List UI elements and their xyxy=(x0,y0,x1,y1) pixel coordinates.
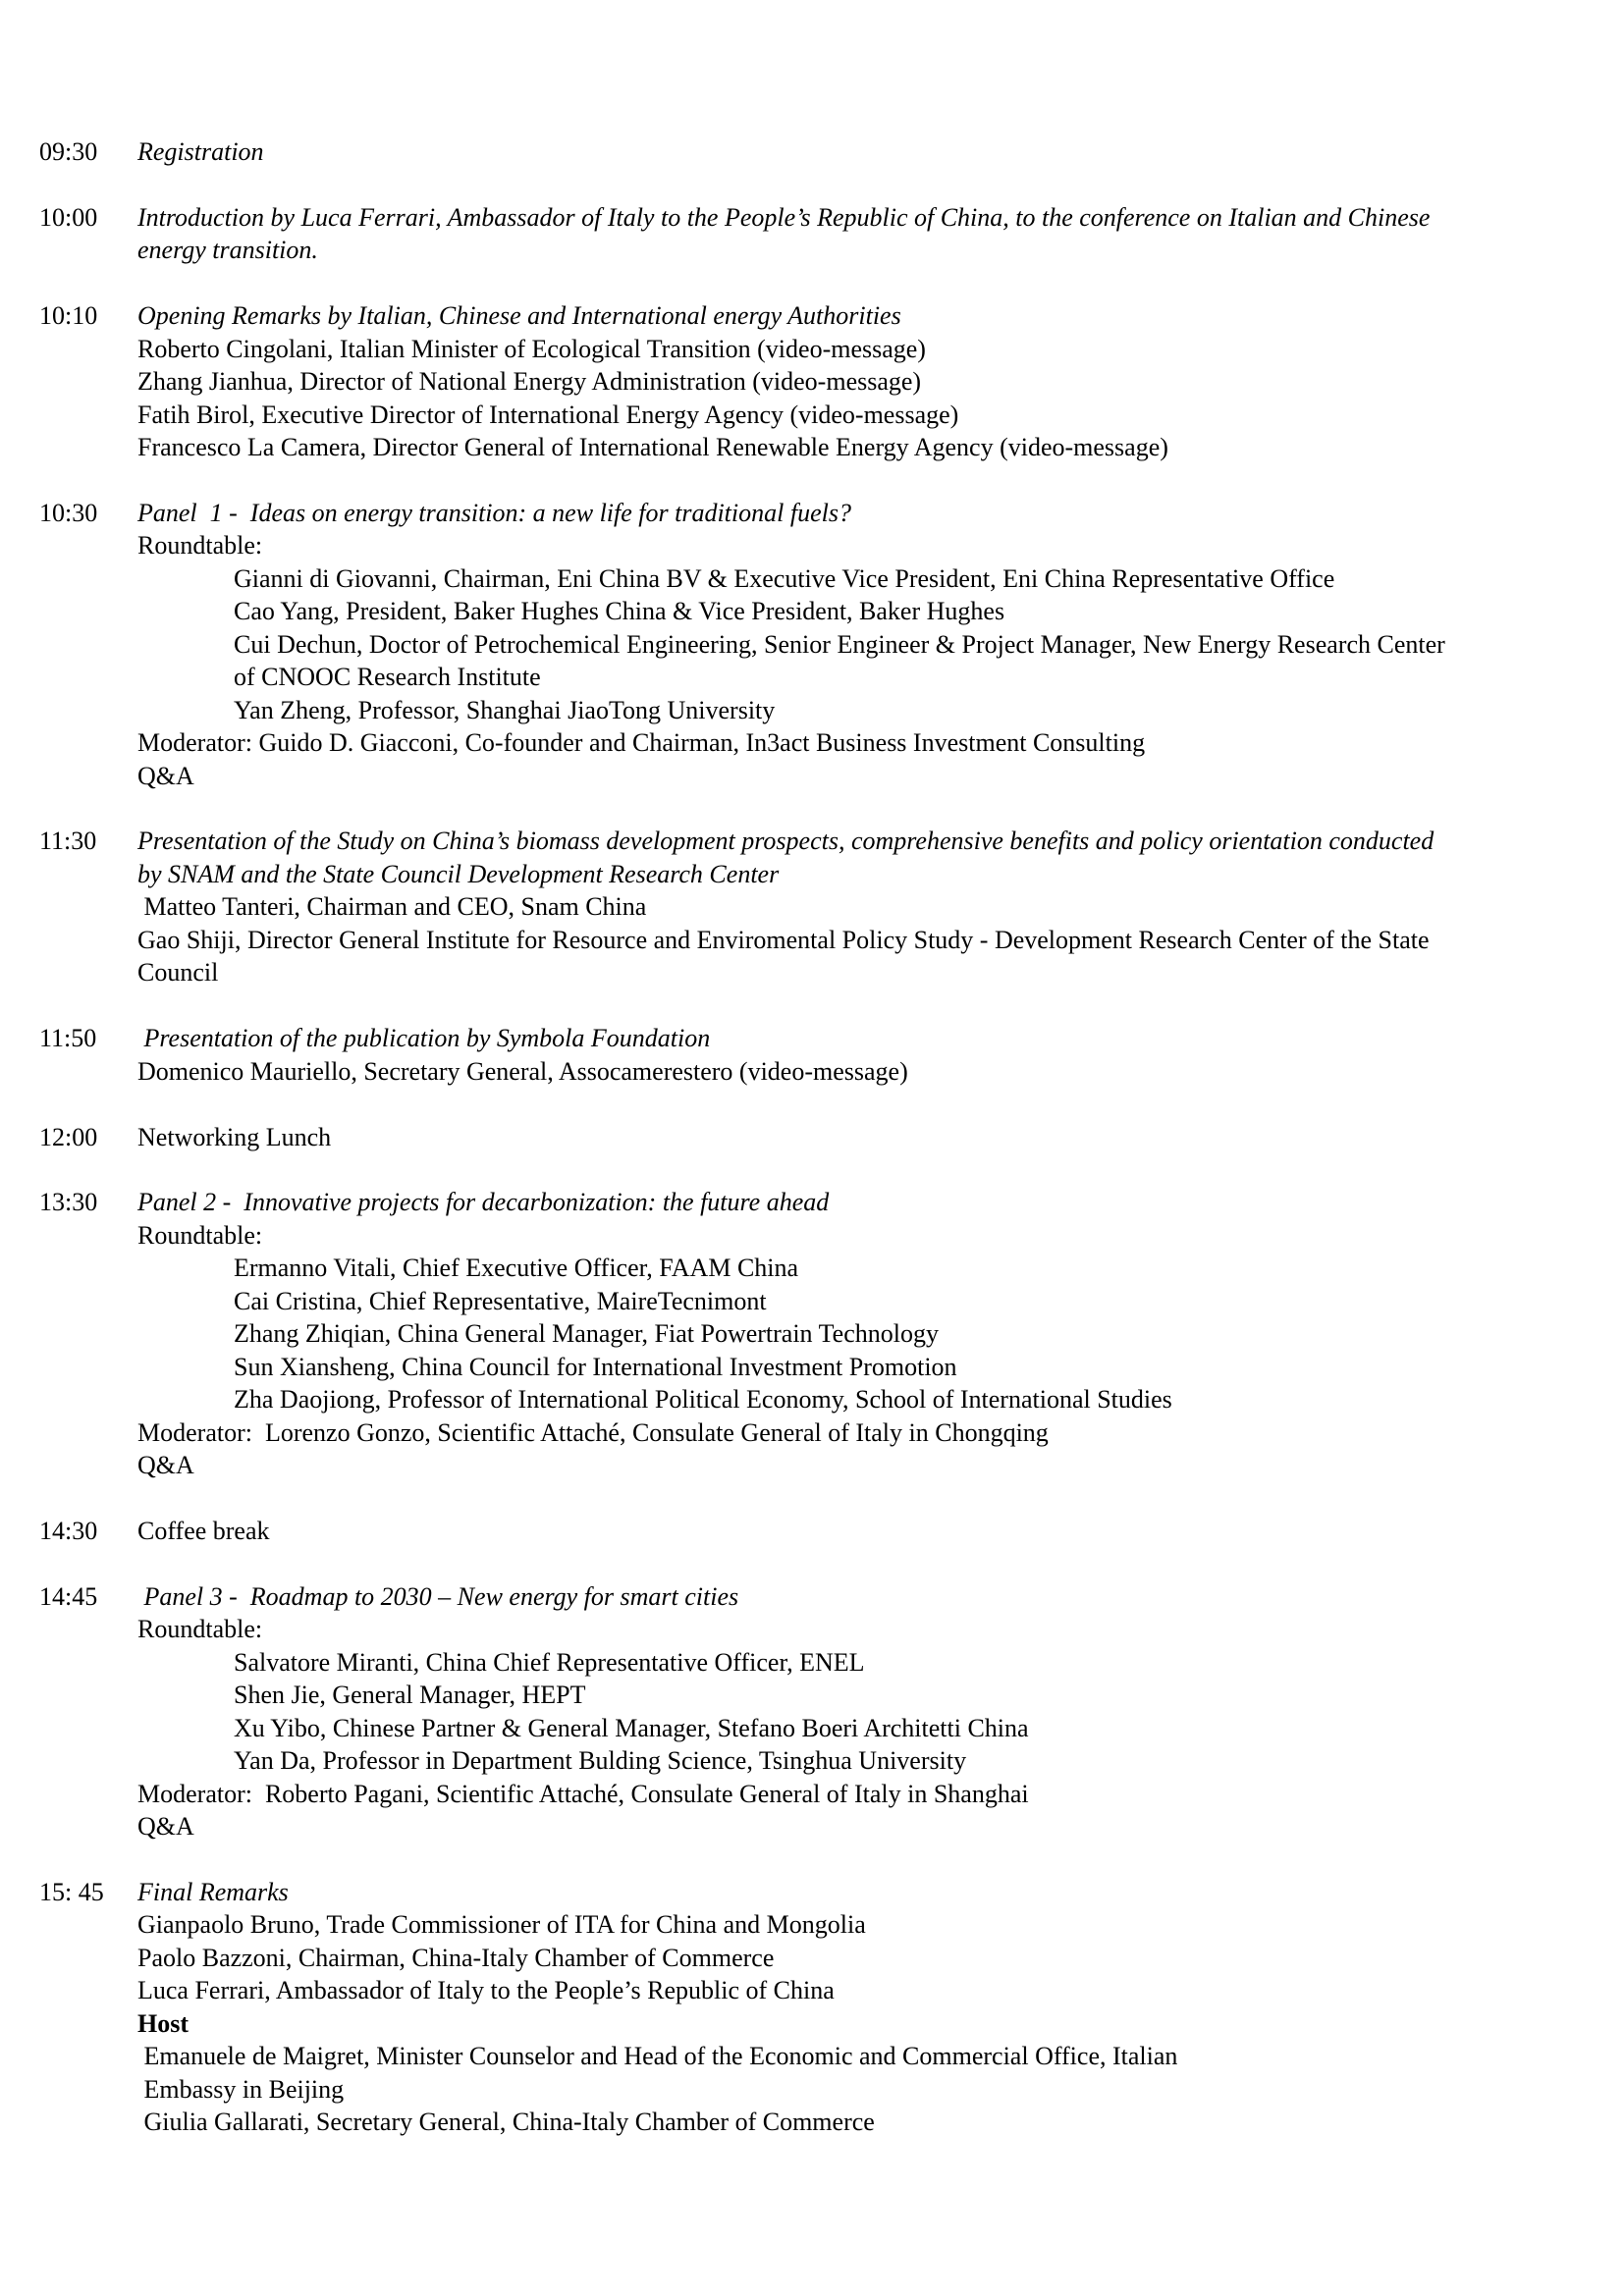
agenda-item xyxy=(0,825,1624,988)
agenda-line: Panel 2 - Innovative projects for decarbonization: the future ahead xyxy=(137,1188,830,1217)
agenda-line: Host xyxy=(137,2008,189,2038)
agenda-item xyxy=(0,1121,1624,1153)
agenda-line: Q&A xyxy=(137,1451,194,1480)
item-lines xyxy=(0,1186,1624,1481)
agenda-line: Registration xyxy=(137,137,264,166)
agenda-item xyxy=(0,1022,1624,1088)
agenda-item xyxy=(0,497,1624,792)
agenda-line: Yan Zheng, Professor, Shanghai JiaoTong University xyxy=(234,695,776,724)
agenda-line: Shen Jie, General Manager, HEPT xyxy=(234,1681,586,1710)
agenda-line: Xu Yibo, Chinese Partner & General Manager, Stefano Boeri Architetti China xyxy=(234,1713,1029,1742)
agenda-line: Luca Ferrari, Ambassador of Italy to the People’s Republic of China xyxy=(137,1976,835,2005)
agenda-line: Cui Dechun, Doctor of Petrochemical Engineering, Senior Engineer & Project Manager, New Energy Research Center xyxy=(234,629,1445,659)
agenda-item xyxy=(0,1186,1624,1481)
item-lines xyxy=(0,1022,1624,1088)
agenda-line: Roundtable: xyxy=(137,531,263,561)
agenda-line: Roberto Cingolani, Italian Minister of Ecological Transition (video-message) xyxy=(137,334,926,363)
agenda-item xyxy=(0,299,1624,463)
agenda-line: energy transition. xyxy=(137,236,318,265)
agenda-line: Presentation of the Study on China’s biomass development prospects, comprehensive benefits and policy orientation conducted xyxy=(137,827,1435,856)
item-lines xyxy=(0,1876,1624,2139)
item-lines xyxy=(0,1515,1624,1547)
agenda-line: Roundtable: xyxy=(137,1220,263,1250)
agenda-line: by SNAM and the State Council Development Research Center xyxy=(137,859,780,888)
agenda-line: Cao Yang, President, Baker Hughes China & Vice President, Baker Hughes xyxy=(234,597,1005,626)
item-lines xyxy=(0,299,1624,463)
agenda-line: Gianni di Giovanni, Chairman, Eni China BV & Executive Vice President, Eni China Representative Office xyxy=(234,563,1335,593)
agenda-line: Council xyxy=(137,958,219,988)
agenda-line: Domenico Mauriello, Secretary General, Assocamerestero (video-message) xyxy=(137,1056,908,1086)
agenda-line: Final Remarks xyxy=(137,1877,289,1906)
agenda-line: Gianpaolo Bruno, Trade Commissioner of ITA for China and Mongolia xyxy=(137,1910,866,1940)
agenda-line: Ermanno Vitali, Chief Executive Officer, FAAM China xyxy=(234,1254,799,1283)
agenda-line: Q&A xyxy=(137,761,194,790)
item-lines xyxy=(0,825,1624,988)
agenda-line: Roundtable: xyxy=(137,1615,263,1644)
agenda-line: Introduction by Luca Ferrari, Ambassador of Italy to the People’s Republic of China, to the conference on Italian and Chinese xyxy=(137,202,1431,232)
agenda-line: Q&A xyxy=(137,1811,194,1841)
agenda-line: Giulia Gallarati, Secretary General, China-Italy Chamber of Commerce xyxy=(137,2108,875,2137)
item-lines xyxy=(0,135,1624,168)
time-label: 14:30 xyxy=(39,1516,98,1545)
agenda-line: Emanuele de Maigret, Minister Counselor and Head of the Economic and Commercial Office, Italian xyxy=(137,2042,1178,2071)
item-lines xyxy=(0,1121,1624,1153)
agenda-line: Fatih Birol, Executive Director of International Energy Agency (video-message) xyxy=(137,400,959,429)
time-label: 09:30 xyxy=(39,137,98,166)
agenda-item xyxy=(0,1580,1624,1843)
agenda-line: Salvatore Miranti, China Chief Representative Officer, ENEL xyxy=(234,1647,865,1677)
agenda-line: of CNOOC Research Institute xyxy=(234,663,541,692)
agenda-line: Zha Daojiong, Professor of International Political Economy, School of International Studies xyxy=(234,1385,1172,1415)
item-lines xyxy=(0,497,1624,792)
item-lines xyxy=(0,201,1624,267)
time-label: 11:50 xyxy=(39,1024,97,1053)
agenda-line: Moderator: Lorenzo Gonzo, Scientific Attaché, Consulate General of Italy in Chongqing xyxy=(137,1417,1049,1447)
agenda-line: Networking Lunch xyxy=(137,1122,332,1151)
agenda-line: Moderator: Roberto Pagani, Scientific Attaché, Consulate General of Italy in Shanghai xyxy=(137,1779,1029,1808)
time-label: 14:45 xyxy=(39,1581,98,1611)
agenda-line: Cai Cristina, Chief Representative, MaireTecnimont xyxy=(234,1286,767,1315)
agenda-item xyxy=(0,1515,1624,1547)
agenda-line: Sun Xiansheng, China Council for International Investment Promotion xyxy=(234,1352,957,1381)
agenda-line: Francesco La Camera, Director General of International Renewable Energy Agency (video-message) xyxy=(137,433,1168,462)
item-lines xyxy=(0,1580,1624,1843)
time-label: 10:10 xyxy=(39,301,98,331)
agenda-line: Zhang Zhiqian, China General Manager, Fiat Powertrain Technology xyxy=(234,1319,939,1349)
time-label: 15: 45 xyxy=(39,1877,104,1906)
agenda-line: Zhang Jianhua, Director of National Energy Administration (video-message) xyxy=(137,367,922,397)
agenda-line: Presentation of the publication by Symbola Foundation xyxy=(137,1024,711,1053)
agenda-line: Gao Shiji, Director General Institute for Resource and Enviromental Policy Study - Development Research Center of the State xyxy=(137,925,1430,954)
agenda-line: Yan Da, Professor in Department Bulding Science, Tsinghua University xyxy=(234,1746,967,1776)
time-label: 11:30 xyxy=(39,827,97,856)
agenda-line: Matteo Tanteri, Chairman and CEO, Snam China xyxy=(137,892,647,922)
agenda-item xyxy=(0,201,1624,267)
agenda-line: Panel 3 - Roadmap to 2030 – New energy for smart cities xyxy=(137,1581,739,1611)
agenda-item xyxy=(0,135,1624,168)
agenda-line: Opening Remarks by Italian, Chinese and International energy Authorities xyxy=(137,301,901,331)
agenda-item xyxy=(0,1876,1624,2139)
agenda-line: Panel 1 - Ideas on energy transition: a new life for traditional fuels? xyxy=(137,498,851,527)
time-label: 13:30 xyxy=(39,1188,98,1217)
agenda-line: Paolo Bazzoni, Chairman, China-Italy Chamber of Commerce xyxy=(137,1943,775,1972)
agenda-line: Moderator: Guido D. Giacconi, Co-founder and Chairman, In3act Business Investment Consulting xyxy=(137,728,1146,758)
time-label: 10:30 xyxy=(39,498,98,527)
agenda-line: Embassy in Beijing xyxy=(137,2074,345,2104)
agenda-line: Coffee break xyxy=(137,1516,270,1545)
time-label: 10:00 xyxy=(39,202,98,232)
time-label: 12:00 xyxy=(39,1122,98,1151)
